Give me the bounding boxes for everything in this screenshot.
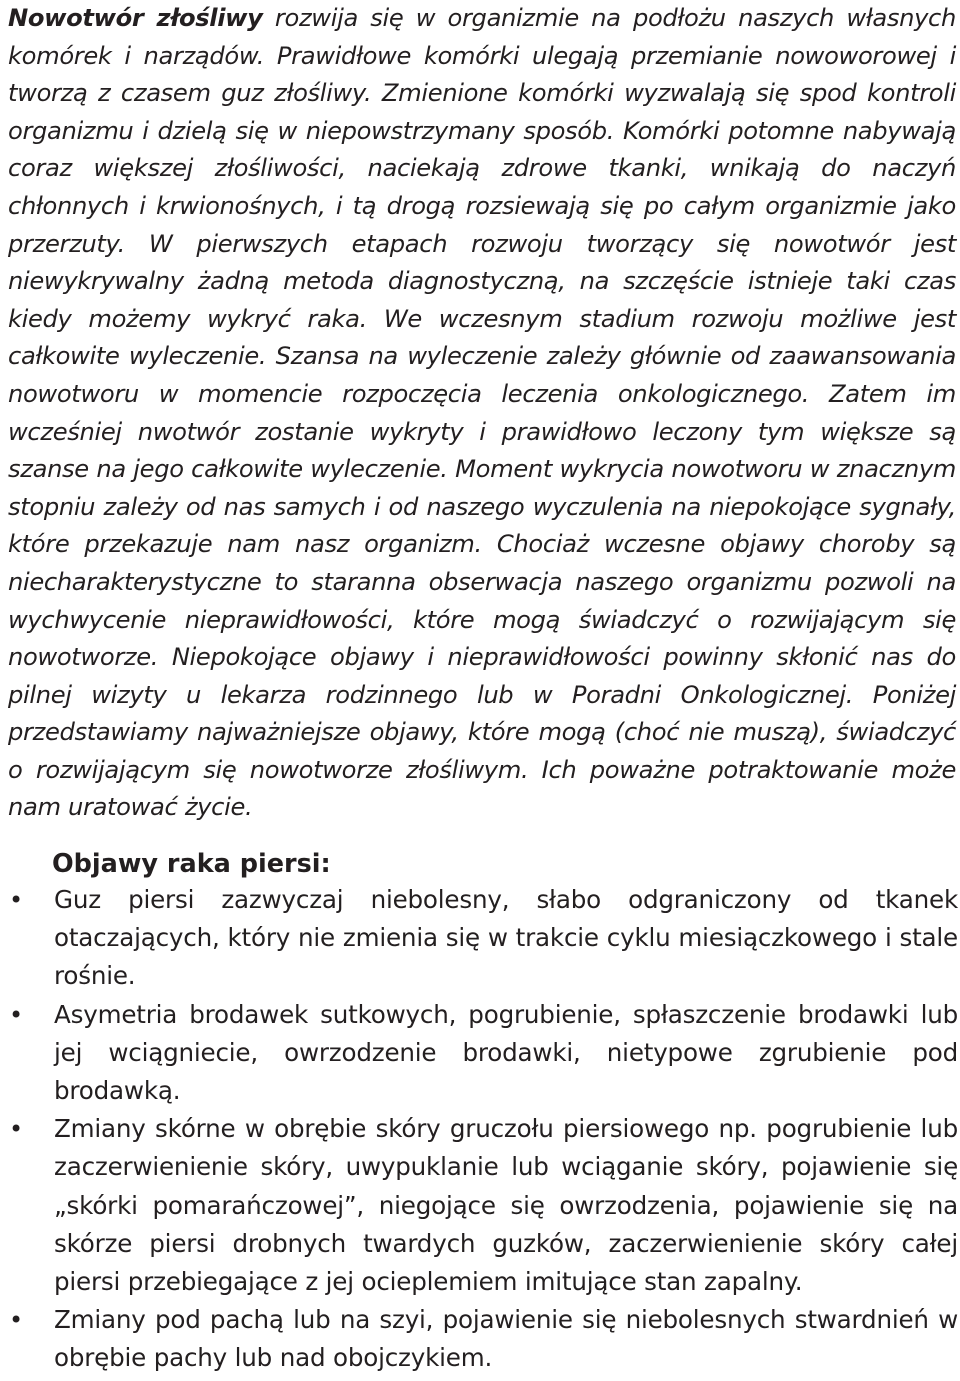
bullet-icon: • [9,886,23,914]
intro-paragraph [8,0,956,827]
bullet-icon: • [9,1306,23,1335]
section-title: Objawy raka piersi: [52,849,331,879]
list-item [0,996,958,1111]
list-item-text: Guz piersi zazwyczaj niebolesny, słabo odgraniczony od tkanek otaczających, który nie zmienia się w trakcie cyklu miesiączkowego i stale rośnie. [54,885,958,991]
symptom-list [0,881,958,1378]
list-item-text: Zmiany pod pachą lub na szyi, pojawienie się niebolesnych stwardnień w obrębie pachy lub nad obojczykiem. [54,1305,958,1373]
list-item [0,1301,958,1377]
list-item [0,881,958,996]
intro-lead-term: Nowotwór złośliwy [8,4,263,32]
intro-body-text: rozwija się w organizmie na podłożu naszych własnych komórek i narządów. Prawidłowe komórki ulegają przemianie nowoworowej i tworzą z czasem guz złośliwy. Zmienione komórki wyzwalają się spod kontroli organizmu i dzielą się w niepowstrzymany sposób. Komórki potomne nabywają coraz większej złośliwości, naciekają zdrowe tkanki, wnikają do naczyń chłonnych i krwionośnych, i tą drogą rozsiewają się po całym organizmie jako przerzuty. W pierwszych etapach rozwoju tworzący się nowotwór jest niewykrywalny żadną metoda diagnostyczną, na szczęście istnieje taki czas kiedy możemy wykryć raka. We wczesnym stadium rozwoju możliwe jest całkowite wyleczenie. Szansa na wyleczenie zależy głównie od zaawansowania nowotworu w momencie rozpoczęcia leczenia onkologicznego. Zatem im wcześniej nwotwór zostanie wykryty i prawidłowo leczony tym większe są szanse na jego całkowite wyleczenie. Moment wykrycia nowotworu w znacznym stopniu zależy od nas samych i od naszego wyczulenia na niepokojące sygnały, które przekazuje nam nasz organizm. Chociaż wczesne objawy choroby są niecharakterystyczne to staranna obserwacja naszego organizmu pozwoli na wychwycenie nieprawidłowości, które mogą świadczyć o rozwijającym się nowotworze. Niepokojące objawy i nieprawidłowości powinny skłonić nas do pilnej wizyty u lekarza rodzinnego lub w Poradni Onkologicznej. Poniżej przedstawiamy najważniejsze objawy, które mogą (choć nie muszą), świadczyć o rozwijającym się nowotworze złośliwym. Ich poważne potraktowanie może nam uratować życie. [8,4,956,822]
list-item-text: Zmiany skórne w obrębie skóry gruczołu piersiowego np. pogrubienie lub zaczerwienienie skóry, uwypuklanie lub wciąganie skóry, pojawienie się „skórki pomarańczowej”, niegojące się owrzodzenia, pojawienie się na skórze piersi drobnych twardych guzków, zaczerwienienie skóry całej piersi przebiegające z jej ocieplemiem imitujące stan zapalny. [54,1114,958,1297]
list-item [0,1110,958,1301]
list-item-text: Asymetria brodawek sutkowych, pogrubienie, spłaszczenie brodawki lub jej wciągniecie, owrzodzenie brodawki, nietypowe zgrubienie pod brodawką. [54,999,958,1106]
bullet-icon: • [9,1115,23,1144]
bullet-icon: • [9,1000,23,1029]
